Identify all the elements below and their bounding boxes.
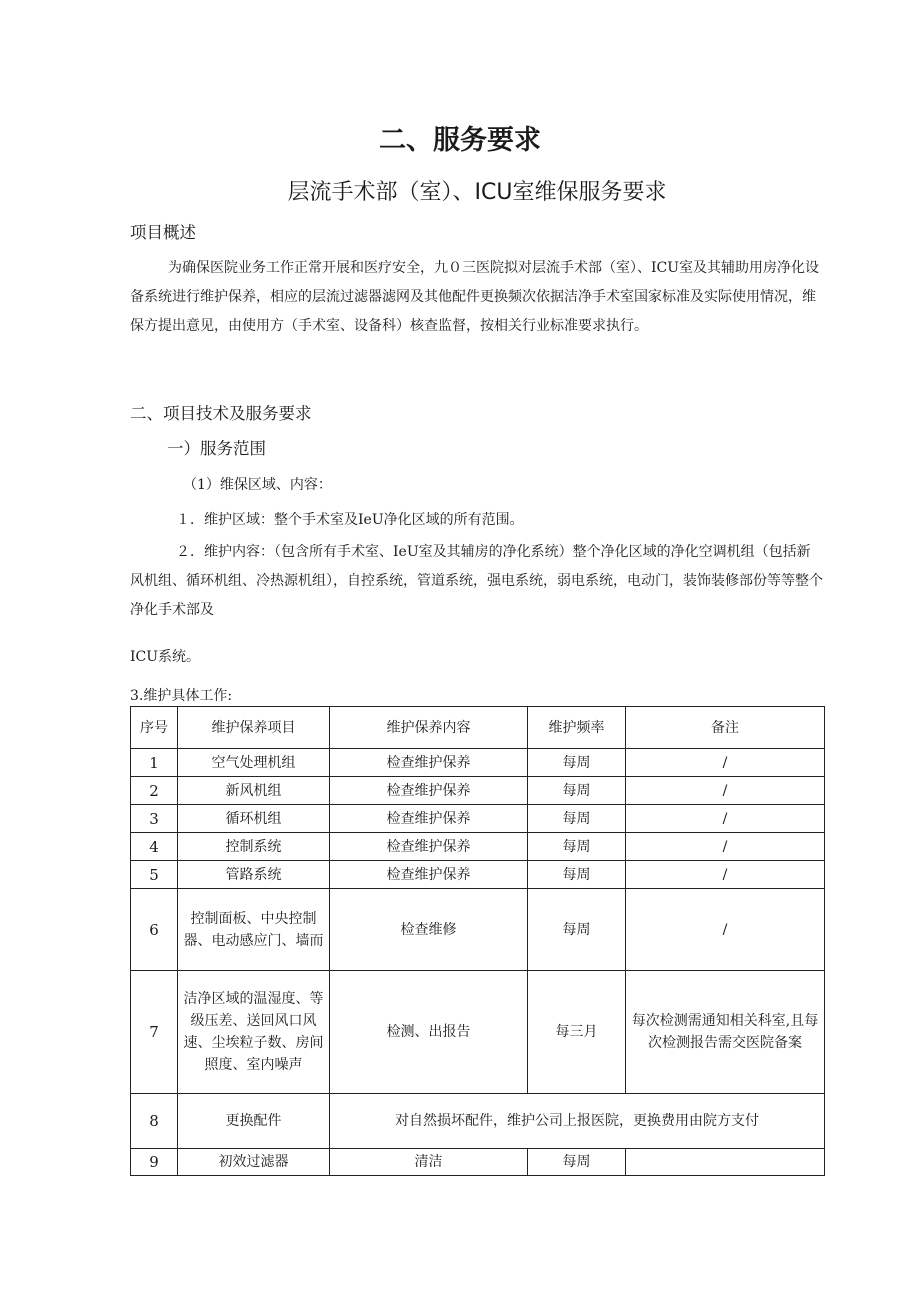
overview-paragraph: 为确保医院业务工作正常开展和医疗安全，九０三医院拟对层流手术部（室）、ICU室及其辅助用房净化设备系统进行维护保养，相应的层流过滤器滤网及其他配件更换频次依据洁净手术室国家标准及实际使用情况，维保方提出意见，由使用方（手术室、设备科）核查监督，按相关行业标准要求执行。 (130, 260, 820, 334)
list-item-1: １．维护区域：整个手术室及IeU净化区域的所有范围。 (176, 512, 524, 528)
row-content: 检查维护保养 (330, 861, 528, 889)
row-number: 2 (131, 777, 178, 805)
row-note: / (626, 861, 825, 889)
header-cell: 维护频率 (528, 707, 626, 749)
header-cell: 备注 (626, 707, 825, 749)
header-cell: 序号 (131, 707, 178, 749)
row-content: 检查维修 (330, 889, 528, 971)
table-row (131, 833, 825, 861)
table-row (131, 861, 825, 889)
row-number: 4 (131, 833, 178, 861)
row-content: 检查维护保养 (330, 805, 528, 833)
row-content: 对自然损坏配件，维护公司上报医院，更换费用由院方支付 (330, 1094, 825, 1149)
row-content: 检查维护保养 (330, 777, 528, 805)
row-content: 检测、出报告 (330, 971, 528, 1094)
table-row (131, 777, 825, 805)
list-item-2: ２．维护内容：（包含所有手术室、IeU室及其辅房的净化系统）整个净化区域的净化空调机组（包括新风机组、循环机组、冷热源机组），自控系统，管道系统，强电系统，弱电系统，电动门，装饰装修部份等等整个净化手术部及 (130, 544, 823, 618)
row-frequency: 每周 (528, 805, 626, 833)
row-item: 洁净区域的温湿度、等级压差、送回风口风速、尘埃粒子数、房间照度、室内噪声 (178, 971, 330, 1094)
row-note (626, 1149, 825, 1176)
row-frequency: 每周 (528, 1149, 626, 1176)
table-row (131, 1149, 825, 1176)
row-note: / (626, 805, 825, 833)
row-number: 8 (131, 1094, 178, 1149)
table-row (131, 1094, 825, 1149)
page-title: 二、服务要求 (379, 125, 541, 156)
row-content: 检查维护保养 (330, 749, 528, 777)
row-content: 检查维护保养 (330, 833, 528, 861)
row-number: 7 (131, 971, 178, 1094)
row-frequency: 每周 (528, 889, 626, 971)
table-caption: 3.维护具体工作: (130, 688, 233, 704)
row-note: / (626, 833, 825, 861)
row-content: 清洁 (330, 1149, 528, 1176)
row-item: 控制系统 (178, 833, 330, 861)
row-note: / (626, 777, 825, 805)
table-row (131, 971, 825, 1094)
overview-heading: 项目概述 (130, 223, 196, 242)
row-item: 更换配件 (178, 1094, 330, 1149)
maintenance-table (130, 706, 825, 1176)
row-frequency: 每三月 (528, 971, 626, 1094)
table-row (131, 749, 825, 777)
table-row (131, 805, 825, 833)
row-item: 循环机组 (178, 805, 330, 833)
row-item: 管路系统 (178, 861, 330, 889)
sub-heading-1: （1）维保区域、内容： (183, 477, 332, 493)
row-number: 5 (131, 861, 178, 889)
row-number: 6 (131, 889, 178, 971)
table-row (131, 889, 825, 971)
row-item: 控制面板、中央控制器、电动感应门、墙而 (178, 889, 330, 971)
section2-heading: 二、项目技术及服务要求 (130, 404, 312, 423)
row-number: 3 (131, 805, 178, 833)
scope-heading: 一）服务范围 (167, 439, 266, 458)
row-number: 1 (131, 749, 178, 777)
list-item-2-tail: ICU系统。 (130, 649, 201, 665)
row-frequency: 每周 (528, 833, 626, 861)
header-cell: 维护保养内容 (330, 707, 528, 749)
row-note: 每次检测需通知相关科室,且每次检测报告需交医院备案 (626, 971, 825, 1094)
table-header-row (131, 707, 825, 749)
page-subtitle: 层流手术部（室）、ICU室维保服务要求 (287, 180, 667, 205)
row-note: / (626, 889, 825, 971)
row-frequency: 每周 (528, 861, 626, 889)
row-item: 新风机组 (178, 777, 330, 805)
header-cell: 维护保养项目 (178, 707, 330, 749)
row-frequency: 每周 (528, 777, 626, 805)
row-item: 初效过滤器 (178, 1149, 330, 1176)
row-frequency: 每周 (528, 749, 626, 777)
row-item: 空气处理机组 (178, 749, 330, 777)
row-note: / (626, 749, 825, 777)
row-number: 9 (131, 1149, 178, 1176)
